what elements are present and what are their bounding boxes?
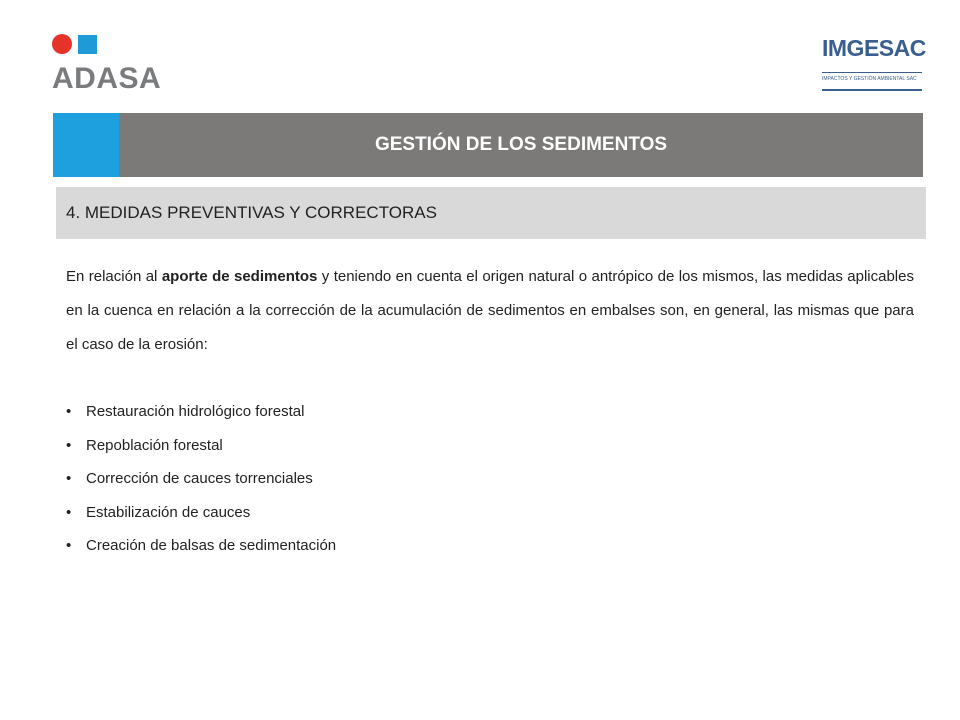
list-item bbox=[66, 395, 336, 429]
list-item-text: Restauración hidrológico forestal bbox=[86, 403, 305, 420]
list-item-text: Estabilización de cauces bbox=[86, 503, 251, 521]
list-item-text: Creación de balsas de sedimentación bbox=[86, 537, 337, 554]
page-title: GESTIÓN DE LOS SEDIMENTOS bbox=[374, 134, 668, 155]
logo-rule bbox=[822, 89, 922, 91]
title-bar bbox=[119, 113, 923, 177]
bullet-icon: • bbox=[66, 470, 72, 487]
logo-square bbox=[78, 35, 97, 54]
imgesac-logo-subtitle: IMPACTOS Y GESTIÓN AMBIENTAL SAC bbox=[822, 76, 917, 82]
section-title: 4. MEDIDAS PREVENTIVAS Y CORRECTORAS bbox=[66, 203, 437, 222]
list-item bbox=[66, 529, 336, 563]
bullet-icon: • bbox=[66, 436, 72, 454]
bullet-icon: • bbox=[66, 503, 72, 521]
intro-text-start: En relación al bbox=[66, 268, 162, 285]
bullet-icon: • bbox=[66, 403, 72, 420]
list-item bbox=[66, 462, 336, 496]
logo-dot bbox=[52, 34, 72, 54]
list-item-text: Repoblación forestal bbox=[86, 436, 223, 454]
bullet-icon: • bbox=[66, 537, 72, 554]
title-accent-block bbox=[53, 113, 119, 177]
adasa-logo bbox=[52, 34, 182, 98]
logo-rule bbox=[822, 72, 922, 73]
measures-list bbox=[66, 395, 336, 563]
list-item bbox=[66, 429, 336, 463]
list-item bbox=[66, 496, 336, 530]
adasa-logo-text: ADASA bbox=[52, 62, 162, 95]
intro-text-end: y teniendo en cuenta el origen natural o antrópico de los mismos, las medidas aplicables en la cuenca en relación a la corrección de la acumulación de sedimentos en embalses son, en general, las mismas que para el caso de la erosión: bbox=[66, 268, 914, 353]
list-item-text: Corrección de cauces torrenciales bbox=[86, 470, 313, 487]
intro-paragraph bbox=[66, 260, 914, 362]
section-header bbox=[56, 187, 926, 239]
imgesac-logo-text: IMGESAC bbox=[822, 35, 926, 61]
imgesac-logo bbox=[820, 34, 928, 94]
intro-text-bold: aporte de sedimentos bbox=[161, 268, 318, 285]
